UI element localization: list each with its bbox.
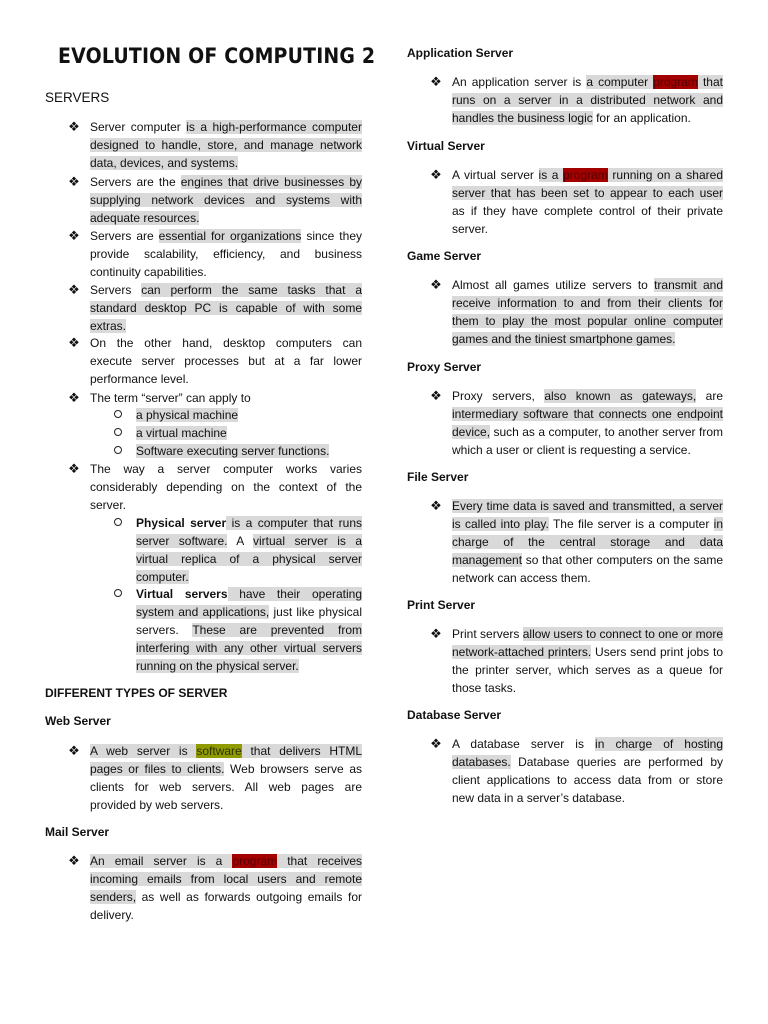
virtual-server-heading: Virtual Server bbox=[407, 139, 485, 153]
virtual-server-description: A virtual server is a program running on a shared server that has been set to appear to each user as if they have complete control of their private server. bbox=[452, 168, 723, 236]
page-title: EVOLUTION OF COMPUTING 2 bbox=[58, 44, 376, 68]
diamond-bullet-icon: ❖ bbox=[68, 174, 80, 189]
bullet-server-computer: Server computer is a high-performance computer designed to handle, store, and manage network data, devices, and systems. bbox=[90, 120, 362, 170]
proxy-server-description: Proxy servers, also known as gateways, are intermediary software that connects one endpoint device, such as a computer, to another server from which a user or client is requesting a service. bbox=[452, 389, 723, 457]
mail-server-heading: Mail Server bbox=[45, 825, 110, 839]
web-server-heading: Web Server bbox=[45, 714, 111, 728]
circle-bullet-icon bbox=[114, 410, 122, 418]
circle-bullet-icon bbox=[114, 589, 122, 597]
file-server-description: Every time data is saved and transmitted, a server is called into play. The file server is a computer in charge of the central storage and data management so that other computers on the same network can access them. bbox=[452, 499, 724, 585]
virtual-servers-description: Virtual servers have their operating system and applications, just like physical servers. These are prevented from interfering with any other virtual servers running on the physical server. bbox=[136, 587, 363, 673]
database-server-description: A database server is in charge of hosting databases. Database queries are performed by client applications to access data from or store new data in a server’s database. bbox=[452, 737, 723, 805]
diamond-bullet-icon: ❖ bbox=[68, 335, 80, 350]
circle-bullet-icon bbox=[114, 428, 122, 436]
diamond-bullet-icon: ❖ bbox=[68, 461, 80, 476]
diamond-bullet-icon: ❖ bbox=[430, 736, 442, 751]
diamond-bullet-icon: ❖ bbox=[68, 390, 80, 405]
bullet-servers-tasks: Servers can perform the same tasks that a standard desktop PC is capable of with some extras. bbox=[90, 283, 362, 333]
diamond-bullet-icon: ❖ bbox=[430, 388, 442, 403]
section-heading-servers: SERVERS bbox=[45, 90, 110, 105]
diamond-bullet-icon: ❖ bbox=[68, 228, 80, 243]
types-of-server-heading: DIFFERENT TYPES OF SERVER bbox=[45, 686, 228, 700]
print-server-description: Print servers allow users to connect to one or more network-attached printers. Users send print jobs to the printer server, which serves as a queue for those tasks. bbox=[452, 627, 723, 695]
diamond-bullet-icon: ❖ bbox=[68, 743, 80, 758]
proxy-server-heading: Proxy Server bbox=[407, 360, 482, 374]
diamond-bullet-icon: ❖ bbox=[68, 853, 80, 868]
diamond-bullet-icon: ❖ bbox=[430, 167, 442, 182]
game-server-heading: Game Server bbox=[407, 249, 482, 263]
diamond-bullet-icon: ❖ bbox=[68, 282, 80, 297]
diamond-bullet-icon: ❖ bbox=[430, 498, 442, 513]
circle-bullet-icon bbox=[114, 518, 122, 526]
application-server-heading: Application Server bbox=[407, 46, 514, 60]
application-server-description: An application server is a computer program that runs on a server in a distributed network and handles the business logic for an application. bbox=[452, 75, 723, 125]
database-server-heading: Database Server bbox=[407, 708, 502, 722]
sub-item-software-executing: Software executing server functions. bbox=[136, 444, 330, 458]
circle-bullet-icon bbox=[114, 446, 122, 454]
file-server-heading: File Server bbox=[407, 470, 469, 484]
bullet-way-server-works: The way a server computer works varies considerably depending on the context of the server. bbox=[90, 462, 362, 512]
print-server-heading: Print Server bbox=[407, 598, 476, 612]
diamond-bullet-icon: ❖ bbox=[430, 626, 442, 641]
game-server-description: Almost all games utilize servers to transmit and receive information to and from their clients for them to play the most popular online computer games and the tiniest smartphone games. bbox=[452, 278, 723, 346]
physical-server-description: Physical server is a computer that runs server software. A virtual server is a virtual replica of a physical server computer. bbox=[136, 516, 362, 584]
bullet-servers-engines: Servers are the engines that drive businesses by supplying network devices and systems with adequate resources. bbox=[90, 175, 363, 225]
bullet-desktop-computers: On the other hand, desktop computers can execute server processes but at a far lower performance level. bbox=[90, 336, 362, 386]
diamond-bullet-icon: ❖ bbox=[430, 277, 442, 292]
diamond-bullet-icon: ❖ bbox=[68, 119, 80, 134]
bullet-servers-essential: Servers are essential for organizations since they provide scalability, efficiency, and business continuity capabilities. bbox=[90, 229, 362, 279]
diamond-bullet-icon: ❖ bbox=[430, 74, 442, 89]
mail-server-description: An email server is a program that receives incoming emails from local users and remote senders, as well as forwards outgoing emails for delivery. bbox=[90, 854, 363, 922]
web-server-description: A web server is software that delivers HTML pages or files to clients. Web browsers serve as clients for web servers. All web pages are provided by web servers. bbox=[90, 744, 362, 812]
bullet-term-server: The term “server” can apply to bbox=[90, 391, 251, 405]
sub-item-physical-machine: a physical machine bbox=[136, 408, 239, 422]
sub-item-virtual-machine: a virtual machine bbox=[136, 426, 227, 440]
